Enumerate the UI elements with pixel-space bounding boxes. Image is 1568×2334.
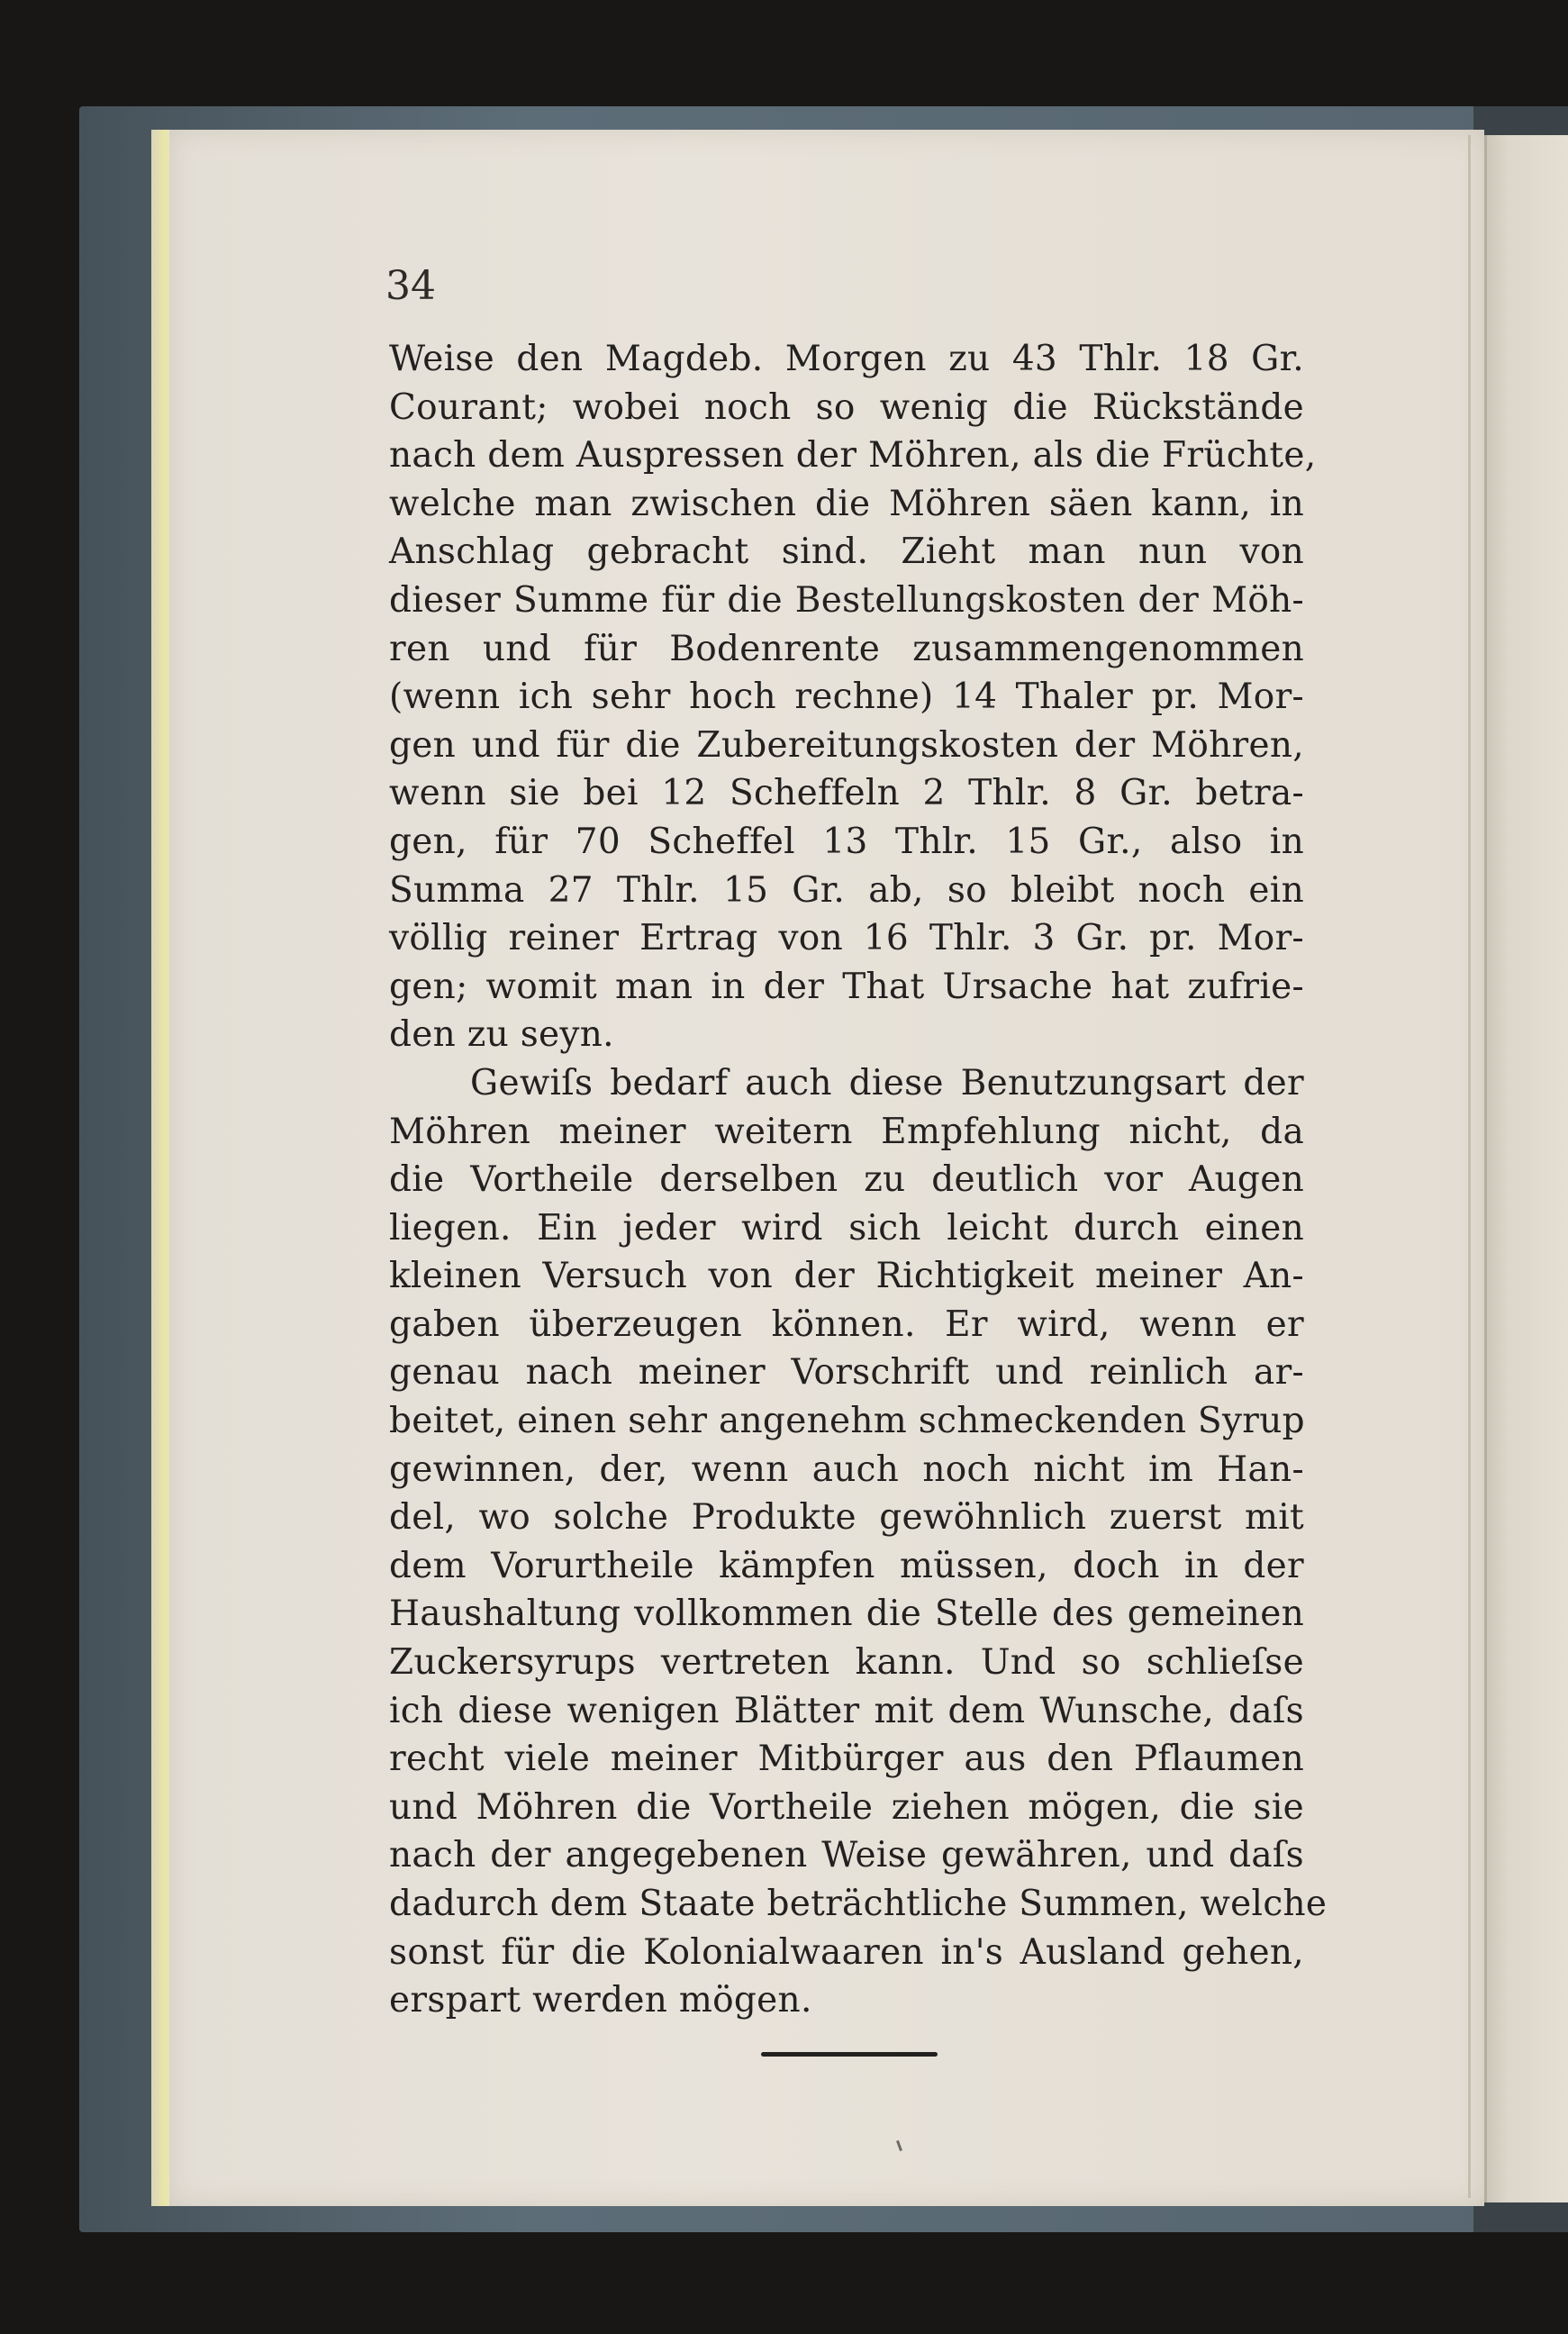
text-line: welche man zwischen die Möhren säen kann, in	[389, 483, 1304, 524]
body-text	[389, 335, 1328, 2025]
text-line: die Vortheile derselben zu deutlich vor Augen	[389, 1159, 1304, 1201]
text-line: gewinnen, der, wenn auch noch nicht im Han-	[389, 1449, 1304, 1490]
text-line: Summa 27 Thlr. 15 Gr. ab, so bleibt noch ein	[389, 869, 1304, 911]
text-line: Gewiſs bedarf auch diese Benutzungsart der	[470, 1062, 1304, 1103]
text-line: gen; womit man in der That Ursache hat zufrie-	[389, 966, 1304, 1007]
text-line: genau nach meiner Vorschrift und reinlich ar-	[389, 1352, 1304, 1394]
text-line: ich diese wenigen Blätter mit dem Wunsche, daſs	[389, 1690, 1304, 1731]
text-line: erspart werden mögen.	[389, 1980, 812, 2021]
text-line: wenn sie bei 12 Scheffeln 2 Thlr. 8 Gr. betra-	[389, 773, 1304, 814]
page-gutter	[1468, 135, 1471, 2198]
text-line: völlig reiner Ertrag von 16 Thlr. 3 Gr. pr. Mor-	[389, 918, 1304, 959]
text-line: den zu seyn.	[389, 1014, 614, 1056]
text-line: Haushaltung vollkommen die Stelle des gemeinen	[389, 1594, 1304, 1635]
text-line: dieser Summe für die Bestellungskosten der Möh-	[389, 579, 1304, 621]
text-line: (wenn ich sehr hoch rechne) 14 Thaler pr. Mor-	[389, 677, 1304, 718]
text-line: recht viele meiner Mitbürger aus den Pflaumen	[389, 1739, 1304, 1780]
text-line: Anschlag gebracht sind. Zieht man nun von	[389, 531, 1304, 573]
text-line: nach der angegebenen Weise gewähren, und daſs	[389, 1835, 1304, 1876]
text-line: dadurch dem Staate beträchtliche Summen, welche	[389, 1884, 1328, 1924]
text-line: liegen. Ein jeder wird sich leicht durch einen	[389, 1207, 1304, 1249]
text-line: beitet, einen sehr angenehm schmeckenden Syrup	[389, 1401, 1305, 1442]
text-line: Weise den Magdeb. Morgen zu 43 Thlr. 18 Gr.	[389, 339, 1304, 379]
text-line: del, wo solche Produkte gewöhnlich zuerst mit	[389, 1497, 1304, 1539]
text-line: sonst für die Kolonialwaaren in's Ausland gehen,	[389, 1931, 1304, 1973]
text-line: und Möhren die Vortheile ziehen mögen, die sie	[389, 1786, 1304, 1828]
text-line: ren und für Bodenrente zusammengenommen	[389, 628, 1304, 669]
text-line: gaben überzeugen können. Er wird, wenn er	[389, 1303, 1304, 1345]
facing-page-edge	[1484, 135, 1568, 2202]
text-line: gen und für die Zubereitungskosten der Möhren,	[389, 724, 1304, 766]
text-line: Möhren meiner weitern Empfehlung nicht, da	[389, 1111, 1304, 1152]
page-number: 34	[385, 263, 436, 309]
text-line: gen, für 70 Scheffel 13 Thlr. 15 Gr., also in	[389, 821, 1304, 862]
text-line: nach dem Auspressen der Möhren, als die Früchte,	[389, 435, 1317, 477]
text-line: dem Vorurtheile kämpfen müssen, doch in der	[389, 1545, 1304, 1586]
end-rule	[761, 2052, 938, 2057]
text-line: Zuckersyrups vertreten kann. Und so schlieſse	[389, 1642, 1304, 1684]
text-line: Courant; wobei noch so wenig die Rückstände	[389, 386, 1304, 428]
text-line: kleinen Versuch von der Richtigkeit meiner An-	[389, 1256, 1304, 1297]
